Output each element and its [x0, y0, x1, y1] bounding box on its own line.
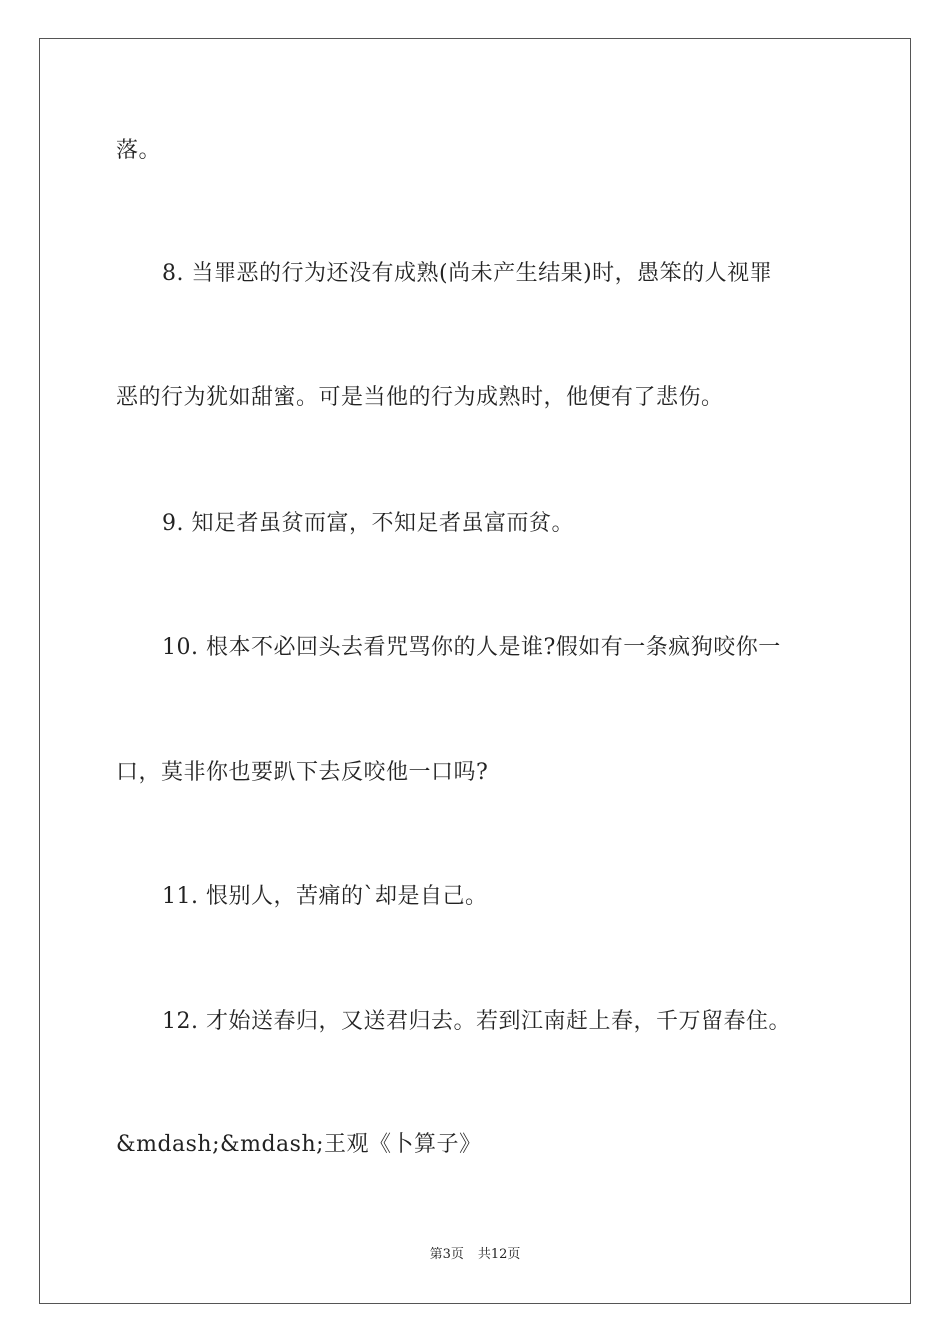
text-line-item-10-cont: 口，莫非你也要趴下去反咬他一口吗? — [116, 760, 489, 785]
text-line-item-8-cont: 恶的行为犹如甜蜜。可是当他的行为成熟时，他便有了悲伤。 — [116, 385, 724, 410]
page-total: 共12页 — [477, 1247, 521, 1262]
text-line-item-9: 9. 知足者虽贫而富，不知足者虽富而贫。 — [162, 511, 574, 536]
text-line-attribution: &mdash;&mdash;王观《卜算子》 — [116, 1132, 482, 1157]
page-footer — [0, 1246, 950, 1264]
text-line-item-12: 12. 才始送春归，又送君归去。若到江南赶上春，千万留春住。 — [162, 1009, 791, 1034]
text-line-item-11: 11. 恨别人，苦痛的`却是自己。 — [162, 884, 488, 909]
text-line-continuation: 落。 — [116, 138, 162, 163]
page-number: 第3页 — [429, 1247, 464, 1262]
page-border — [39, 38, 911, 1304]
text-line-item-8: 8. 当罪恶的行为还没有成熟(尚未产生结果)时，愚笨的人视罪 — [162, 261, 773, 286]
text-line-item-10: 10. 根本不必回头去看咒骂你的人是谁?假如有一条疯狗咬你一 — [162, 635, 781, 660]
